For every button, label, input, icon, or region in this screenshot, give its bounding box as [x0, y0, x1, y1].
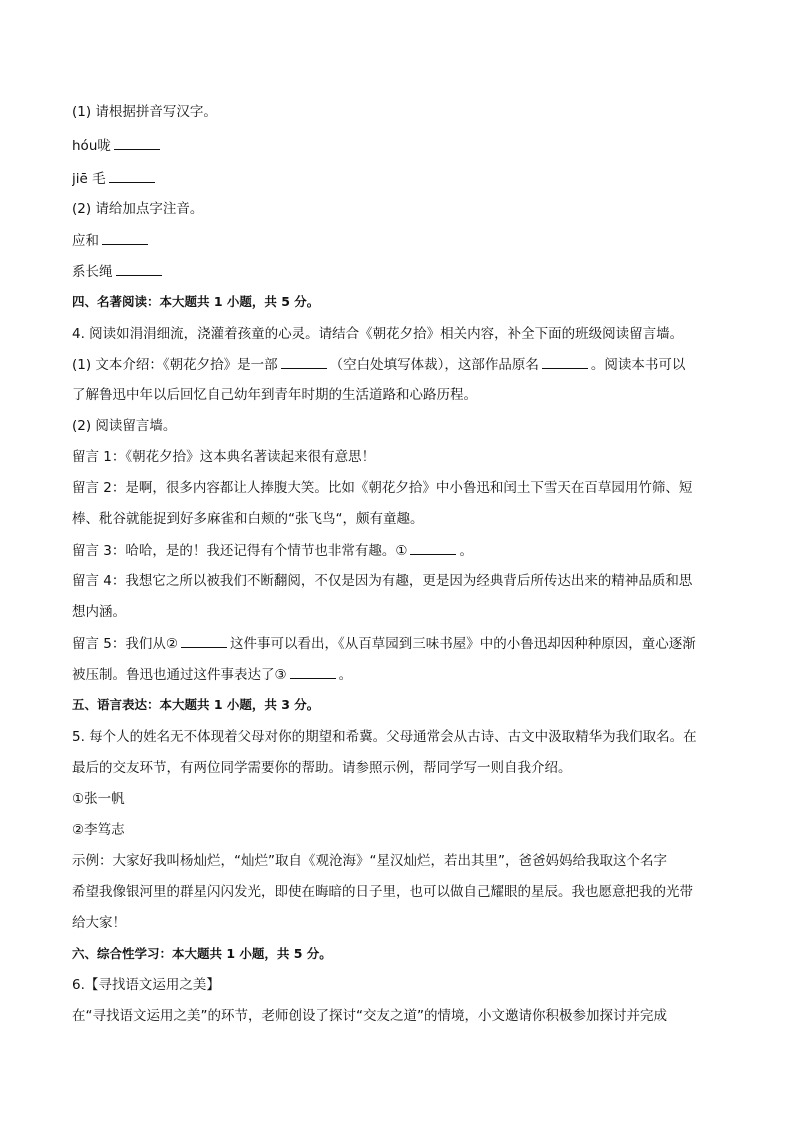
question-4-1-cont: 了解鲁迅中年以后回忆自己幼年到青年时期的生活道路和心路历程。 — [72, 387, 477, 403]
message-3: 留言 3：哈哈，是的！我还记得有个情节也非常有趣。① 。 — [72, 540, 722, 561]
answer-blank[interactable] — [181, 633, 227, 648]
question-5-stem: 5. 每个人的姓名无不体现着父母对你的期望和希冀。父母通常会从古诗、古文中汲取精华为我们取名。在 — [72, 729, 697, 745]
question-6-stem: 在“寻找语文运用之美”的环节，老师创设了探讨“交友之道”的情境，小文邀请你积极参加探讨并完成 — [72, 1008, 667, 1024]
message-5: 留言 5：我们从② 这件事可以看出，《从百草园到三味书屋》中的小鲁迅却因种种原因，童心逐渐 — [72, 633, 722, 654]
answer-blank[interactable] — [116, 261, 162, 276]
message-2: 留言 2：是啊，很多内容都让人捧腹大笑。比如《朝花夕拾》中小鲁迅和闰土下雪天在百草园用竹筛、短 — [72, 480, 693, 496]
answer-blank[interactable] — [102, 230, 148, 245]
question-6-title: 6.【寻找语文运用之美】 — [72, 977, 220, 993]
message-2-cont: 棒、秕谷就能捉到好多麻雀和白颊的“张飞鸟“，颇有童趣。 — [72, 511, 424, 527]
question-3-1-prompt: (1) 请根据拼音写汉字。 — [72, 104, 217, 120]
question-4-stem: 4. 阅读如涓涓细流，浇灌着孩童的心灵。请结合《朝花夕拾》相关内容，补全下面的班级阅读留言墙。 — [72, 326, 684, 342]
message-4-cont: 想内涵。 — [72, 604, 126, 620]
phonetic-item-2: 系长绳 — [72, 261, 722, 282]
message-4: 留言 4：我想它之所以被我们不断翻阅，不仅是因为有趣，更是因为经典背后所传达出来的精神品质和思 — [72, 573, 693, 589]
question-4-2: (2) 阅读留言墙。 — [72, 418, 177, 434]
answer-blank[interactable] — [410, 540, 456, 555]
answer-blank[interactable] — [109, 168, 155, 183]
section-6-heading: 六、综合性学习：本大题共 1 小题，共 5 分。 — [72, 946, 332, 961]
example-text: 示例：大家好我叫杨灿烂，“灿烂”取自《观沧海》“星汉灿烂，若出其里”，爸爸妈妈给我取这个名字 — [72, 853, 667, 869]
question-4-1: (1) 文本介绍：《朝花夕拾》是一部 （空白处填写体裁），这部作品原名 。阅读本书可以 — [72, 354, 722, 375]
section-5-heading: 五、语言表达：本大题共 1 小题，共 3 分。 — [72, 697, 320, 712]
answer-blank[interactable] — [281, 354, 327, 369]
question-5-stem-cont: 最后的交友环节，有两位同学需要你的帮助。请参照示例，帮同学写一则自我介绍。 — [72, 760, 572, 776]
phonetic-item-1: 应和 — [72, 230, 722, 251]
section-4-heading: 四、名著阅读：本大题共 1 小题，共 5 分。 — [72, 294, 320, 309]
name-item-2: ②李笃志 — [72, 822, 125, 838]
pinyin-item-2: jiē 毛 — [72, 168, 722, 189]
message-1: 留言 1：《朝花夕拾》这本典名著读起来很有意思！ — [72, 449, 376, 465]
name-item-1: ①张一帆 — [72, 791, 125, 807]
question-3-2-prompt: (2) 请给加点字注音。 — [72, 201, 204, 217]
answer-blank[interactable] — [290, 664, 336, 679]
answer-blank[interactable] — [542, 354, 588, 369]
answer-blank[interactable] — [114, 135, 160, 150]
example-text-cont-1: 希望我像银河里的群星闪闪发光，即使在晦暗的日子里，也可以做自己耀眼的星辰。我也愿意把我的光带 — [72, 884, 693, 900]
message-5-cont: 被压制。鲁迅也通过这件事表达了③ 。 — [72, 664, 722, 685]
pinyin-item-1: hóu咙 — [72, 135, 722, 156]
example-text-cont-2: 给大家！ — [72, 915, 126, 931]
